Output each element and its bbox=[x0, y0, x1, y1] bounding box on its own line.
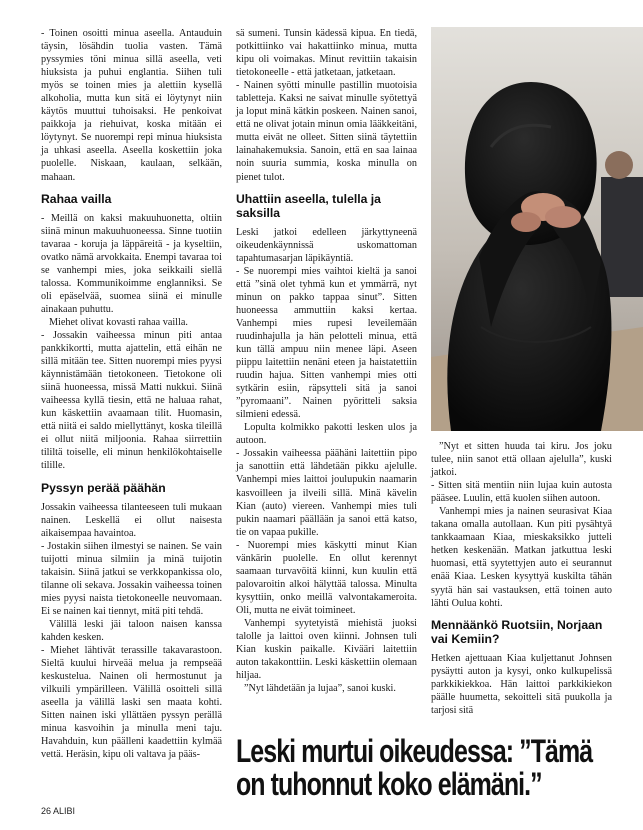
paragraph: Lopulta kolmikko pakotti lesken ulos ja autoon. bbox=[236, 422, 417, 447]
pull-quote-line-2: on tuhonnut koko elämäni.” bbox=[236, 766, 542, 802]
paragraph: Leski jatkoi edelleen järkyttyneenä oikeudenkäynnissä uskomattoman tapahtumasarjan läpikäyntiä. bbox=[236, 226, 417, 264]
paragraph: Vanhempi mies ja nainen seurasivat Kiaa takana omalla autollaan. Kun piti pysähtyä tankkaamaan Kiaa, mieskaksikko jutteli hetken keskenään. Matkan jatkuttua leski huomasi, että syytettyjen auto ei seurannut enää Kiaa. Lesken kysyttyä kuskilta tähän syytä hän sai vastauksen, että toinen auto lähti Oulua kohti. bbox=[431, 506, 612, 609]
paragraph: Jossakin vaiheessa tilanteeseen tuli mukaan nainen. Leskellä ei ollut naisesta aikaisempaa havaintoa. bbox=[41, 501, 222, 539]
paragraph: - Jossakin vaiheessa päähäni laitettiin pipo ja sanottiin että lähdetään pikku ajelulle. Vanhempi mies laittoi joulupukin naamarin kasvoilleen ja ilveili sillä. Minä kävelin Kian (auto) viereen. Vanhempi mies tuli pukin naamari päällään ja sanoi että katso, tie on vapaa pukille. bbox=[236, 448, 417, 538]
article-column-1 bbox=[41, 27, 222, 761]
article-photo bbox=[431, 27, 643, 431]
paragraph: Vanhempi syytetyistä miehistä juoksi talolle ja laittoi oven kiinni. Johnsen tuli Kian kuskin paikalle. Kivääri laitettiin auton takakonttiin. Leski käskettiin olemaan hiljaa. bbox=[236, 617, 417, 682]
article-column-2 bbox=[236, 27, 417, 695]
paragraph: - Miehet lähtivät terassille takavarastoon. Sieltä kuului hirveää melua ja rempseää keskustelua. Nainen oli hermostunut ja vilkuili ympärilleen. Välillä osoitteli sillä aseella ja välillä laski sen maata kohti. Sitten nainen iski yllättäen pyssyn perällä minua kasvoihin ja minulla meni taju. Havahduin, kun päälleni kaadettiin kylmää vettä. Heräsin, kipu oli valtava ja pääs- bbox=[41, 645, 222, 761]
paragraph: ”Nyt et sitten huuda tai kiru. Jos joku tulee, niin sanot että ollaan ajelulla”, kuski jatkoi. bbox=[431, 441, 612, 479]
pull-quote bbox=[236, 733, 593, 802]
paragraph: - Nuorempi mies käskytti minut Kian vänkärin puolelle. En ollut kerennyt saamaan turvavöitä kiinni, kun kuulin että palovaroitin alkoi hälyttää talossa. Minulta kysyttiin, onko meillä valvontakameroita. Oli, mutta ne eivät toimineet. bbox=[236, 539, 417, 616]
paragraph: - Jostakin siihen ilmestyi se nainen. Se vain tuijotti minua silmiin ja minä tuijotin takaisin. Siinä jatkui se verkkopankissa olo, tilanne oli sekava. Jossakin vaiheessa toinen mies pyysi naista tietokoneelle neuvomaan. Ei se nainen kai tiennyt, mitä piti tehdä. bbox=[41, 540, 222, 617]
paragraph: Välillä leski jäi taloon naisen kanssa kahden kesken. bbox=[41, 618, 222, 643]
paragraph: Miehet olivat kovasti rahaa vailla. bbox=[49, 316, 188, 328]
paragraph: ”Nyt lähdetään ja lujaa”, sanoi kuski. bbox=[244, 683, 396, 695]
paragraph: Hetken ajettuaan Kiaa kuljettanut Johnsen pysäytti auton ja kysyi, onko kulkupelissä parkkikiekkoa. Hän laittoi parkkikiekon päälle huumetta, sekoitteli sitä puukolla ja tarjosi sitä bbox=[431, 652, 612, 716]
paragraph: - Jossakin vaiheessa minun piti antaa pankkikortti, mutta ajattelin, että eihän ne sillä mitään tee. Sitten nuorempi mies pyysi käynnistämään tietokoneen. Tietokone oli siinä huoneessa, missä Matti nukkui. Siinä vaiheessa kyllä tiesin, että ne haluaa rahat, kun käskettiin avaamaan tilit. Huomasin, että niitä ei saldo miellyttänyt, koska tileillä ei ollut niitä miljoonia. Rahaa siirrettiin tililtä toiselle, eli minun henkilökohtaiselle tilille. bbox=[41, 329, 222, 472]
paragraph: - Meillä on kaksi makuuhuonetta, oltiin siinä minun makuuhuoneessa. Sinne tuotiin tavaraa - koruja ja läppäreitä - ja kyseltiin, ovatko nämä arvokkaita. Enempi tavaraa toi se vanhempi mies, joka seikkaili siellä talossa. Kommunikoimme englanniksi. Se oli epäselvää, suomea siinä ei minulle ainakaan puhuttu. bbox=[41, 212, 222, 315]
subheading-mennaanko: Mennäänkö Ruotsiin, Norjaan vai Kemiin? bbox=[431, 617, 603, 646]
paragraph: - Sitten sitä mentiin niin lujaa kuin autosta pääsee. Luulin, että kuolen siihen autoon. bbox=[431, 480, 612, 505]
paragraph: - Toinen osoitti minua aseella. Antauduin täysin, lösähdin tuolia vasten. Tämä pyssymies töni minua sillä aseella, veti hiuksista ja puhui englantia. Siihen tuli myös se toinen mies ja alettiin kysellä alkoholia, mutta kun sitä ei löytynyt niin käytös muuttui tuhoisaksi. He penkoivat paikkoja ja riehuivat, koska mitään ei löytynyt. Se nuorempi repi minua hiuksista ja uhkasi aseella. Aseella koskettiin joka puolelle. Niskaan, kaulaan, selkään, mahaan. bbox=[41, 28, 222, 183]
article-column-3 bbox=[431, 440, 612, 717]
hooded-person-image bbox=[431, 27, 643, 431]
subheading-uhattiin-aseella: Uhattiin aseella, tulella ja saksilla bbox=[236, 191, 381, 220]
paragraph: sä sumeni. Tunsin kädessä kipua. En tiedä, potkittiinko vai hakattiinko minua, mutta kipu oli voimakas. Minut revittiin takaisin tietokoneelle - että jatketaan, jatketaan. bbox=[236, 28, 417, 79]
subheading-rahaa-vailla: Rahaa vailla bbox=[41, 191, 112, 206]
subheading-pyssyn-peraa: Pyssyn perää päähän bbox=[41, 480, 166, 495]
pull-quote-line-1: Leski murtui oikeudessa: ”Tämä bbox=[236, 733, 593, 769]
paragraph: - Se nuorempi mies vaihtoi kieltä ja sanoi että ”sinä olet tyhmä kun et ymmärrä, nyt minun on pakko tappaa sinut”. Sitten huoneessa ammuttiin kaksi kertaa. Vanhempi mies rupesi leveilemään ruudinhajulla ja hän pelotteli minua, että kun tällä ampuu niin menee läpi. Aseen piippu laitettiin nenäni eteen ja haistatettiin ruudin hajua. Sitten vanhempi mies otti sytkärin esiin, räpsytteli sitä ja sanoi ”pyromaani”. Nainen pyöritteli saksia silmieni edessä. bbox=[236, 265, 417, 421]
page-folio: 26 ALIBI bbox=[41, 806, 76, 816]
paragraph: - Nainen syötti minulle pastillin muotoisia tabletteja. Kaksi ne saivat minulle syötettyä ja loput minä kätkin poskeen. Nainen sanoi, että ne olivat jotain minun omia lääkkeitäni, mutta eivät ne olleet. Sitten siinä täytettiin lainahakemuksia. Sanoin, että en saa lainaa noin suuria summia, koska minulla on pienet tulot. bbox=[236, 80, 417, 183]
